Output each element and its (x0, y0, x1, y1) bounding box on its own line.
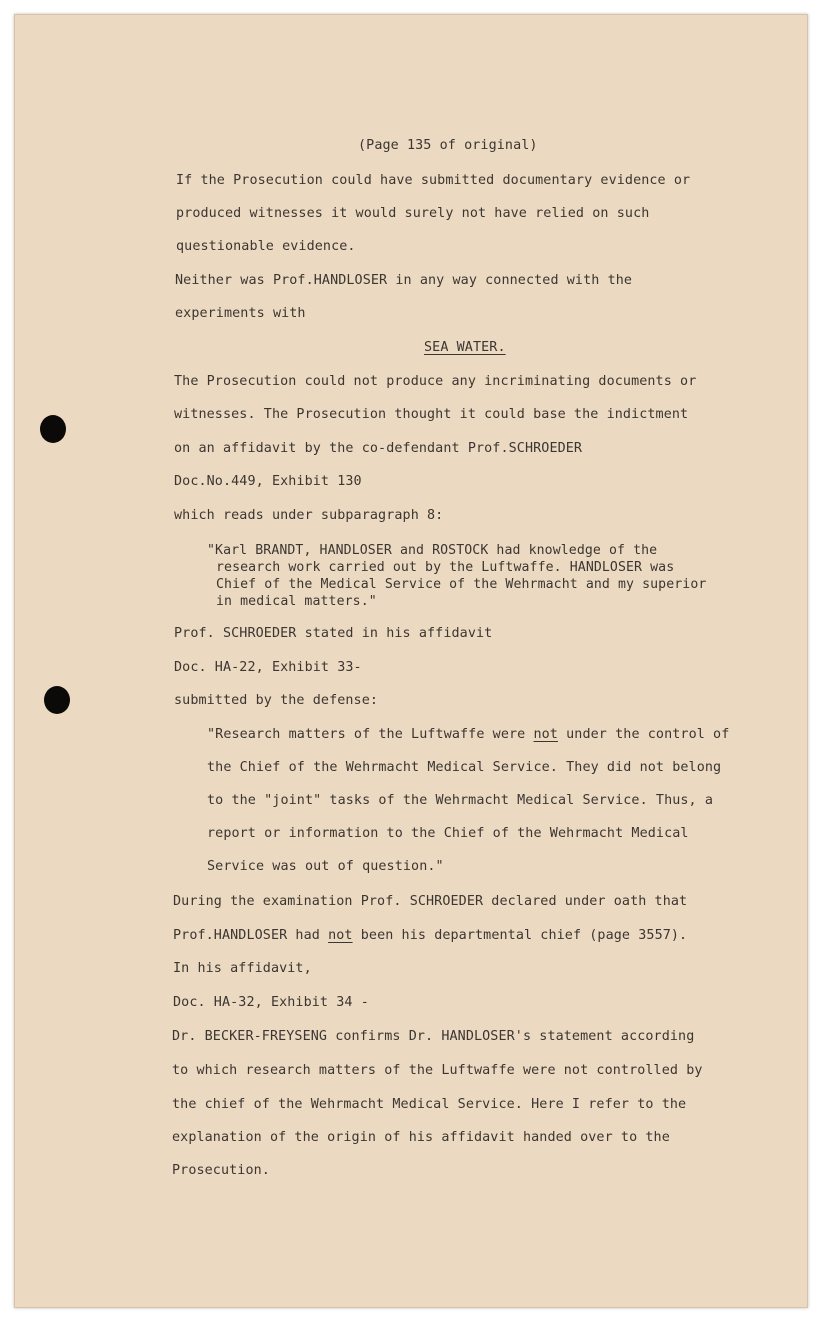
text-line: produced witnesses it would surely not have relied on such (176, 206, 650, 221)
text-line: The Prosecution could not produce any incriminating documents or (174, 374, 697, 389)
subheading: SEA WATER. (424, 340, 506, 355)
page-header: (Page 135 of original) (358, 138, 538, 153)
punch-hole-bottom (44, 686, 70, 714)
text-line: Dr. BECKER-FREYSENG confirms Dr. HANDLOSER's statement according (172, 1029, 695, 1044)
text-line: witnesses. The Prosecution thought it could base the indictment (174, 407, 689, 422)
text-line: experiments with (175, 306, 306, 321)
text-line: on an affidavit by the co-defendant Prof.SCHROEDER (174, 441, 583, 456)
text-line: the chief of the Wehrmacht Medical Service. Here I refer to the (172, 1097, 687, 1112)
punch-hole-top (40, 415, 66, 443)
text-line: which reads under subparagraph 8: (174, 508, 444, 523)
doc-reference: Doc.No.449, Exhibit 130 (174, 474, 362, 489)
quote-line (207, 727, 729, 742)
text-run: been his departmental chief (page 3557). (352, 928, 688, 943)
text-line: Prosecution. (172, 1163, 270, 1178)
text-line: Neither was Prof.HANDLOSER in any way connected with the (175, 273, 633, 288)
text-line: Prof. SCHROEDER stated in his affidavit (174, 626, 493, 641)
quote-line: to the "joint" tasks of the Wehrmacht Medical Service. Thus, a (207, 793, 714, 808)
quote-line: Service was out of question." (207, 859, 444, 874)
emphasis-not: not (533, 727, 558, 742)
doc-reference: Doc. HA-32, Exhibit 34 - (173, 995, 369, 1010)
doc-reference: Doc. HA-22, Exhibit 33- (174, 660, 362, 675)
text-line: questionable evidence. (176, 239, 356, 254)
text-line: During the examination Prof. SCHROEDER declared under oath that (173, 894, 688, 909)
quote-text: under the control of (557, 727, 730, 742)
text-line: to which research matters of the Luftwaffe were not controlled by (172, 1063, 703, 1078)
text-run: Prof.HANDLOSER had (173, 928, 329, 943)
quote-line: the Chief of the Wehrmacht Medical Service. They did not belong (207, 760, 722, 775)
text-line: In his affidavit, (173, 961, 312, 976)
emphasis-not: not (328, 928, 353, 943)
quote-line: "Karl BRANDT, HANDLOSER and ROSTOCK had knowledge of the (207, 543, 658, 558)
quote-text: "Research matters of the Luftwaffe were (207, 727, 534, 742)
quote-line: Chief of the Medical Service of the Wehrmacht and my superior (216, 577, 707, 592)
quote-line: in medical matters." (216, 594, 377, 609)
text-line: explanation of the origin of his affidavit handed over to the (172, 1130, 670, 1145)
quote-line: research work carried out by the Luftwaffe. HANDLOSER was (216, 560, 675, 575)
quote-line: report or information to the Chief of the Wehrmacht Medical (207, 826, 689, 841)
text-line: submitted by the defense: (174, 693, 379, 708)
text-line (173, 928, 687, 943)
text-line: If the Prosecution could have submitted documentary evidence or (176, 173, 691, 188)
